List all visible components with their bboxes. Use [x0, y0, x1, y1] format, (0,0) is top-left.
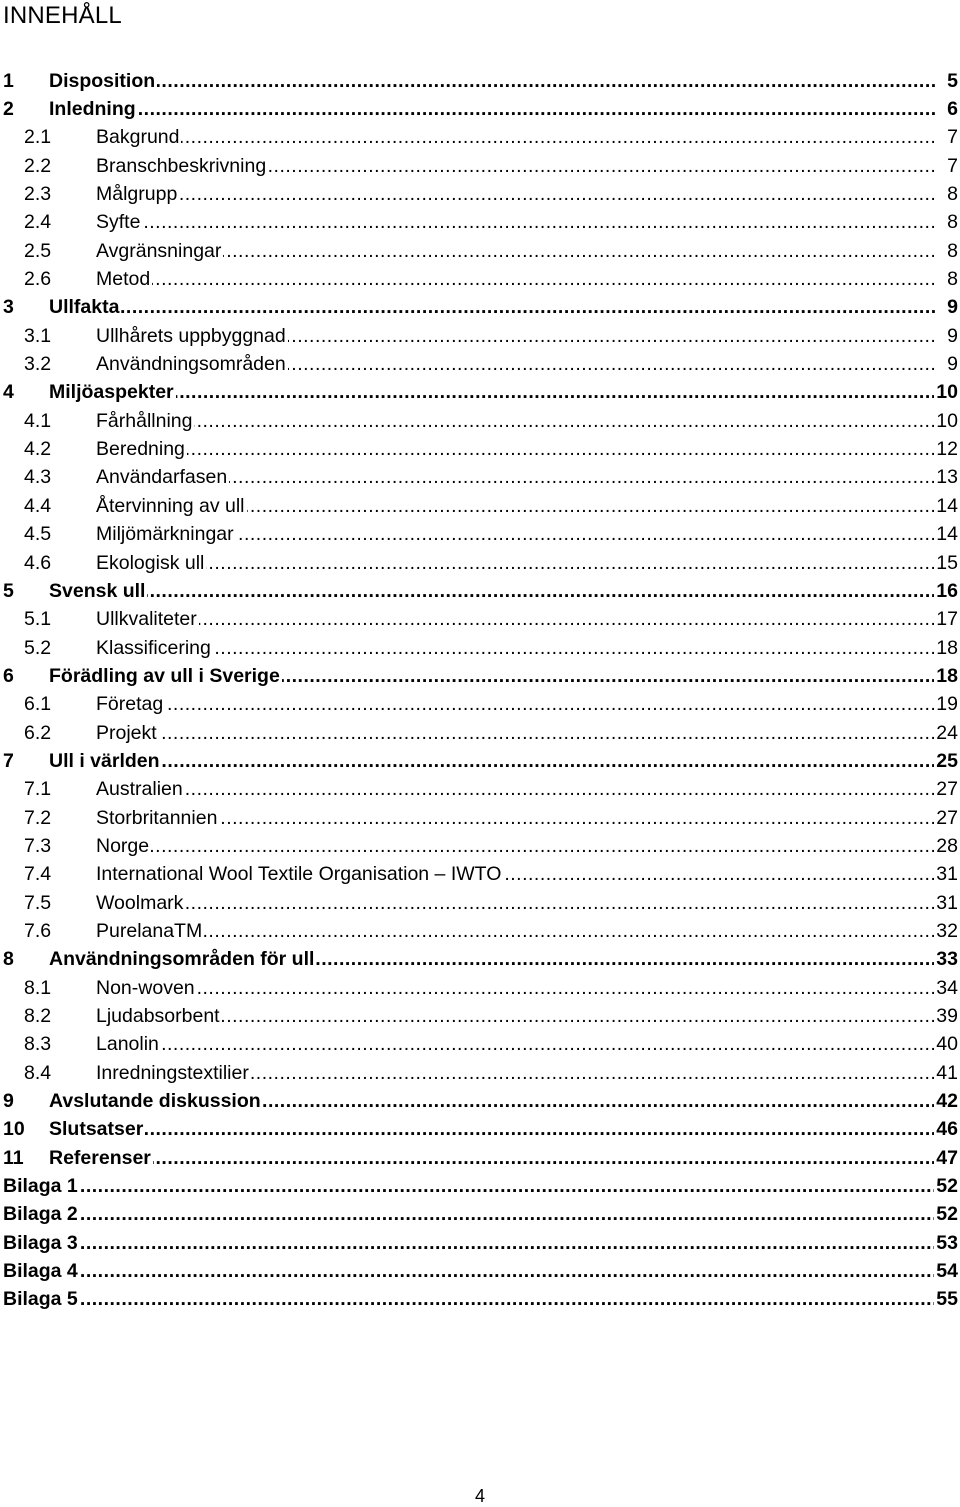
toc-entry-number: 5.2 — [24, 636, 52, 659]
toc-entry-label — [3, 1203, 936, 1226]
toc-entry-text: Bilaga 5 — [3, 1288, 78, 1311]
toc-entry-text: Användarfasen — [96, 466, 228, 489]
toc-entry-number: 7.6 — [24, 919, 52, 942]
toc-entry[interactable] — [0, 1286, 960, 1314]
toc-entry-text: Inredningstextilier — [96, 1061, 249, 1084]
toc-entry-number: 2.3 — [24, 183, 52, 206]
toc-entry-page: 17 — [936, 608, 958, 631]
toc-entry-label — [49, 948, 936, 971]
toc-entry-number: 3 — [3, 296, 14, 319]
toc-entry-number: 11 — [3, 1146, 24, 1169]
toc-entry-page: 33 — [936, 948, 958, 971]
toc-entry-page: 10 — [936, 381, 958, 404]
toc-entry-text: Referenser — [49, 1146, 151, 1169]
toc-entry-page: 27 — [936, 778, 958, 801]
toc-entry[interactable] — [0, 492, 960, 520]
toc-entry-text: Användningsområden — [96, 353, 286, 376]
toc-entry[interactable] — [0, 1144, 960, 1172]
toc-entry-number: 5 — [3, 579, 14, 602]
toc-entry-label — [96, 863, 936, 886]
toc-entry-text: Ljudabsorbent — [96, 1005, 220, 1028]
toc-entry-text: Projekt — [96, 721, 157, 744]
toc-entry-page: 25 — [936, 749, 958, 772]
toc-entry-label — [96, 211, 936, 234]
toc-entry-text: Miljömärkningar — [96, 523, 234, 546]
toc-entry[interactable] — [0, 776, 960, 804]
toc-entry-page: 8 — [947, 268, 958, 291]
toc-entry[interactable] — [0, 265, 960, 293]
toc-entry[interactable] — [0, 946, 960, 974]
toc-entry-number: 4.6 — [24, 551, 52, 574]
toc-entry[interactable] — [0, 1087, 960, 1115]
toc-entry-text: Lanolin — [96, 1033, 159, 1056]
toc-entry-label — [3, 1232, 936, 1255]
toc-entry[interactable] — [0, 1201, 960, 1229]
toc-entry-text: Syfte — [96, 211, 141, 234]
toc-entry[interactable] — [0, 294, 960, 322]
toc-entry-label — [96, 155, 936, 178]
toc-entry-page: 8 — [947, 239, 958, 262]
toc-entry-label — [96, 637, 936, 660]
toc-entry-number: 4.1 — [24, 409, 52, 432]
toc-entry[interactable] — [0, 549, 960, 577]
toc-entry-number: 2 — [3, 98, 14, 121]
toc-entry-label — [96, 892, 936, 915]
toc-entry-label — [96, 183, 936, 206]
toc-entry[interactable] — [0, 606, 960, 634]
toc-entry-page: 18 — [936, 664, 958, 687]
toc-entry[interactable] — [0, 577, 960, 605]
toc-entry-label — [3, 1288, 936, 1311]
toc-entry-label — [96, 438, 936, 461]
toc-entry-label — [96, 1062, 936, 1085]
toc-entry-page: 8 — [947, 211, 958, 234]
toc-entry-text: Bilaga 3 — [3, 1231, 78, 1254]
toc-entry-label — [49, 750, 936, 773]
toc-entry-text: Avgränsningar — [96, 239, 222, 262]
toc-entry-number: 10 — [3, 1118, 25, 1141]
toc-entry-label — [49, 580, 936, 603]
toc-entry-number: 3.1 — [24, 324, 52, 347]
toc-entry[interactable] — [0, 237, 960, 265]
toc-entry-label — [96, 410, 936, 433]
toc-entry-label — [49, 1147, 936, 1170]
toc-entry-page: 9 — [947, 353, 958, 376]
toc-entry-page: 18 — [936, 636, 958, 659]
toc-entry-label — [96, 608, 936, 631]
toc-entry[interactable] — [0, 407, 960, 435]
toc-entry-text: Svensk ull — [49, 579, 146, 602]
toc-entry-number: 2.4 — [24, 211, 52, 234]
toc-entry-page: 34 — [936, 976, 958, 999]
toc-entry[interactable] — [0, 152, 960, 180]
toc-entry-page: 6 — [947, 98, 958, 121]
toc-entry-number: 9 — [3, 1090, 14, 1113]
toc-entry-text: Norge — [96, 834, 150, 857]
toc-entry[interactable] — [0, 67, 960, 95]
toc-entry[interactable] — [0, 464, 960, 492]
toc-entry-page: 52 — [936, 1203, 958, 1226]
toc-entry[interactable] — [0, 804, 960, 832]
toc-entry-page: 46 — [936, 1118, 958, 1141]
toc-entry[interactable] — [0, 1059, 960, 1087]
toc-entry-label — [49, 98, 936, 121]
toc-entry-number: 6.1 — [24, 693, 52, 716]
toc-entry-text: Woolmark — [96, 891, 184, 914]
toc-entry-number: 4.3 — [24, 466, 52, 489]
toc-entry-number: 7 — [3, 749, 14, 772]
toc-entry-label — [96, 835, 936, 858]
toc-entry-number: 7.1 — [24, 778, 52, 801]
toc-entry-page: 42 — [936, 1090, 958, 1113]
toc-entry-text: Non-woven — [96, 976, 195, 999]
toc-entry-label — [96, 1033, 936, 1056]
toc-entry-text: Återvinning av ull — [96, 494, 245, 517]
toc-entry-label — [96, 977, 936, 1000]
toc-entry[interactable] — [0, 209, 960, 237]
toc-entry-label — [96, 778, 936, 801]
toc-entry-label — [49, 381, 936, 404]
toc-entry[interactable] — [0, 350, 960, 378]
toc-entry-text: Disposition — [49, 69, 156, 92]
toc-entry-page: 12 — [936, 438, 958, 461]
toc-entry-label — [96, 126, 936, 149]
toc-entry[interactable] — [0, 521, 960, 549]
toc-entry-text: Slutsatser — [49, 1118, 144, 1141]
toc-entry-text: Målgrupp — [96, 183, 178, 206]
toc-entry-number: 8.2 — [24, 1005, 52, 1028]
toc-entry-number: 2.1 — [24, 126, 52, 149]
toc-entry-text: Klassificering — [96, 636, 211, 659]
toc-entry-text: International Wool Textile Organisation – IWTO — [96, 863, 502, 886]
toc-entry[interactable] — [0, 1002, 960, 1030]
toc-entry[interactable] — [0, 974, 960, 1002]
toc-entry-label — [96, 325, 936, 348]
toc-entry-label — [96, 722, 936, 745]
toc-entry[interactable] — [0, 1257, 960, 1285]
toc-entry-text: PurelanaTM — [96, 919, 203, 942]
toc-entry-page: 9 — [947, 296, 958, 319]
toc-entry-label — [49, 296, 936, 319]
toc-entry-text: Bakgrund — [96, 126, 180, 149]
toc-entry-page: 52 — [936, 1175, 958, 1198]
toc-entry-page: 7 — [947, 154, 958, 177]
page-title: INNEHÅLL — [3, 2, 122, 29]
toc-entry-text: Branschbeskrivning — [96, 154, 267, 177]
toc-entry-number: 4 — [3, 381, 14, 404]
toc-entry[interactable] — [0, 95, 960, 123]
toc-entry-page: 31 — [936, 863, 958, 886]
toc-entry-page: 27 — [936, 806, 958, 829]
toc-entry-number: 2.5 — [24, 239, 52, 262]
toc-entry-label — [96, 353, 936, 376]
toc-entry[interactable] — [0, 1031, 960, 1059]
toc-entry[interactable] — [0, 180, 960, 208]
toc-entry-text: Ullhårets uppbyggnad — [96, 324, 286, 347]
toc-entry-number: 8.1 — [24, 976, 52, 999]
toc-entry-number: 4.2 — [24, 438, 52, 461]
toc-entry-label — [96, 495, 936, 518]
toc-entry[interactable] — [0, 747, 960, 775]
toc-entry[interactable] — [0, 1172, 960, 1200]
toc-entry-label — [96, 268, 936, 291]
toc-entry-label — [96, 693, 936, 716]
table-of-contents — [0, 67, 960, 1314]
toc-entry[interactable] — [0, 917, 960, 945]
toc-entry[interactable] — [0, 634, 960, 662]
toc-entry-page: 40 — [936, 1033, 958, 1056]
toc-entry-text: Förädling av ull i Sverige — [49, 664, 280, 687]
toc-entry-number: 1 — [3, 69, 14, 92]
toc-entry-page: 16 — [936, 579, 958, 602]
toc-entry-number: 8.3 — [24, 1033, 52, 1056]
toc-entry-label — [96, 920, 936, 943]
toc-entry-label — [96, 240, 936, 263]
toc-entry-label — [49, 1118, 936, 1141]
toc-entry-text: Metod — [96, 268, 151, 291]
toc-entry-label — [96, 466, 936, 489]
toc-entry-text: Miljöaspekter — [49, 381, 174, 404]
toc-entry-label — [96, 807, 936, 830]
toc-entry-text: Beredning — [96, 438, 185, 461]
toc-entry-number: 2.2 — [24, 154, 52, 177]
toc-entry-page: 7 — [947, 126, 958, 149]
toc-entry-page: 9 — [947, 324, 958, 347]
toc-entry-page: 10 — [936, 409, 958, 432]
toc-entry-text: Ullfakta — [49, 296, 120, 319]
toc-entry-label — [49, 665, 936, 688]
toc-entry-page: 31 — [936, 891, 958, 914]
toc-entry-number: 3.2 — [24, 353, 52, 376]
toc-entry[interactable] — [0, 1229, 960, 1257]
toc-entry[interactable] — [0, 662, 960, 690]
toc-entry-page: 15 — [936, 551, 958, 574]
toc-entry-number: 6.2 — [24, 721, 52, 744]
toc-entry[interactable] — [0, 1116, 960, 1144]
toc-entry-page: 24 — [936, 721, 958, 744]
toc-entry[interactable] — [0, 719, 960, 747]
toc-entry-label — [96, 523, 936, 546]
toc-entry-number: 4.5 — [24, 523, 52, 546]
toc-entry-label — [3, 1260, 936, 1283]
toc-entry-page: 19 — [936, 693, 958, 716]
toc-entry-number: 7.4 — [24, 863, 52, 886]
toc-entry-text: Fårhållning — [96, 409, 193, 432]
toc-entry-text: Användningsområden för ull — [49, 948, 315, 971]
toc-entry-text: Bilaga 2 — [3, 1203, 78, 1226]
toc-entry-text: Företag — [96, 693, 164, 716]
toc-entry-page: 41 — [936, 1061, 958, 1084]
toc-entry-text: Australien — [96, 778, 183, 801]
toc-entry-label — [96, 552, 936, 575]
toc-entry[interactable] — [0, 322, 960, 350]
toc-entry-text: Storbritannien — [96, 806, 218, 829]
toc-entry-page: 28 — [936, 834, 958, 857]
toc-entry[interactable] — [0, 861, 960, 889]
toc-entry-label — [3, 1175, 936, 1198]
toc-entry-page: 47 — [936, 1146, 958, 1169]
toc-entry-text: Bilaga 4 — [3, 1260, 78, 1283]
toc-entry-text: Inledning — [49, 98, 136, 121]
toc-entry[interactable] — [0, 379, 960, 407]
toc-entry-label — [49, 70, 936, 93]
toc-entry-text: Avslutande diskussion — [49, 1090, 261, 1113]
toc-entry-text: Bilaga 1 — [3, 1175, 78, 1198]
toc-entry-page: 55 — [936, 1288, 958, 1311]
toc-entry-page: 54 — [936, 1260, 958, 1283]
toc-entry-number: 2.6 — [24, 268, 52, 291]
toc-entry-page: 5 — [947, 69, 958, 92]
toc-entry-number: 7.5 — [24, 891, 52, 914]
toc-entry-label — [96, 1005, 936, 1028]
toc-entry[interactable] — [0, 691, 960, 719]
toc-entry[interactable] — [0, 832, 960, 860]
toc-entry-number: 7.2 — [24, 806, 52, 829]
toc-entry-page: 32 — [936, 919, 958, 942]
toc-entry-page: 8 — [947, 183, 958, 206]
toc-entry-page: 53 — [936, 1231, 958, 1254]
toc-entry-page: 14 — [936, 494, 958, 517]
toc-entry[interactable] — [0, 435, 960, 463]
toc-entry-page: 14 — [936, 523, 958, 546]
toc-entry-number: 4.4 — [24, 494, 52, 517]
toc-entry[interactable] — [0, 124, 960, 152]
toc-entry-number: 8 — [3, 948, 14, 971]
toc-entry-number: 5.1 — [24, 608, 52, 631]
toc-entry-number: 7.3 — [24, 834, 52, 857]
toc-entry-label — [49, 1090, 936, 1113]
toc-entry-page: 39 — [936, 1005, 958, 1028]
toc-entry-text: Ekologisk ull — [96, 551, 205, 574]
toc-entry-text: Ullkvaliteter — [96, 608, 197, 631]
toc-entry-text: Ull i världen — [49, 749, 160, 772]
toc-entry-number: 8.4 — [24, 1061, 52, 1084]
toc-entry-number: 6 — [3, 664, 14, 687]
page-number: 4 — [474, 1486, 485, 1506]
toc-entry-page: 13 — [936, 466, 958, 489]
toc-entry[interactable] — [0, 889, 960, 917]
